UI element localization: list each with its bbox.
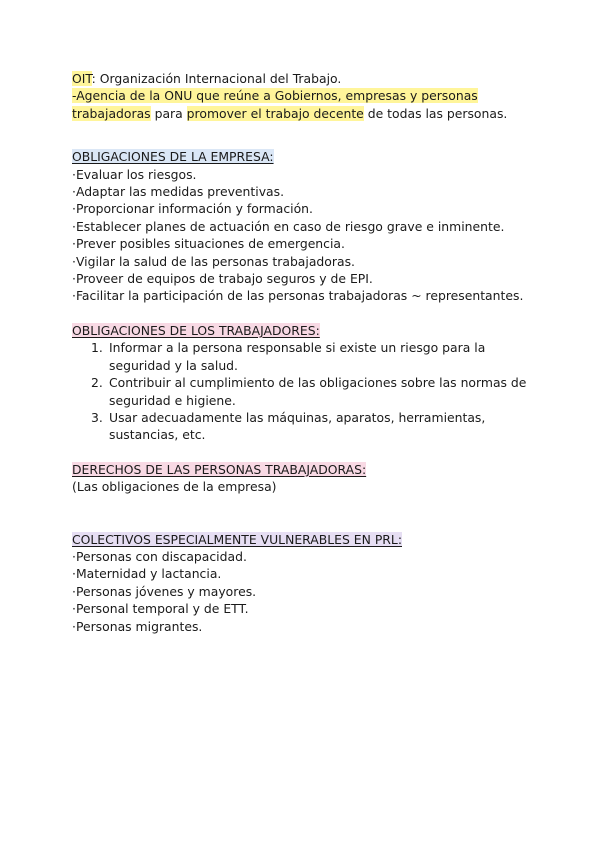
list-item: ·Evaluar los riesgos.	[72, 166, 197, 182]
list-item: ·Proporcionar información y formación.	[72, 201, 313, 217]
list-item: ·Maternidad y lactancia.	[72, 566, 222, 582]
list-item: ·Facilitar la participación de las personas trabajadoras ~ representantes.	[72, 288, 524, 304]
list-item	[72, 374, 542, 409]
list-item: ·Vigilar la salud de las personas trabajadoras.	[72, 253, 355, 269]
oit-definition-text: : Organización Internacional del Trabajo.	[91, 71, 342, 86]
oit-text-end: de todas las personas.	[363, 105, 508, 121]
oit-description-line	[72, 105, 542, 122]
oit-description-highlight: -Agencia de la ONU que reúne a Gobiernos, empresas y personas	[72, 88, 478, 104]
list-item: ·Establecer planes de actuación en caso de riesgo grave e inminente.	[72, 218, 505, 234]
trabajadores-heading: OBLIGACIONES DE LOS TRABAJADORES:	[72, 322, 320, 338]
oit-abbr: OIT	[72, 71, 92, 86]
list-item: ·Personal temporal y de ETT.	[72, 601, 249, 617]
list-item: ·Prever posibles situaciones de emergencia.	[72, 236, 345, 252]
derechos-heading-line	[72, 461, 542, 478]
list-number: 1.	[91, 340, 103, 356]
list-item	[72, 339, 542, 374]
list-number: 2.	[91, 375, 103, 391]
list-item: ·Personas migrantes.	[72, 618, 203, 634]
list-item: ·Adaptar las medidas preventivas.	[72, 184, 285, 200]
oit-text-para: para	[150, 105, 187, 121]
oit-highlight-trabajadoras: trabajadoras	[72, 105, 151, 121]
list-item-line: sustancias, etc.	[109, 427, 206, 443]
list-item-line: Contribuir al cumplimiento de las obligaciones sobre las normas de	[109, 375, 527, 391]
list-item: ·Personas jóvenes y mayores.	[72, 583, 257, 599]
oit-description-line	[72, 87, 542, 104]
list-item-line: seguridad e higiene.	[109, 392, 236, 408]
list-item: ·Personas con discapacidad.	[72, 548, 247, 564]
colectivos-heading-line	[72, 531, 542, 548]
trabajadores-list	[72, 339, 542, 443]
derechos-text: (Las obligaciones de la empresa)	[72, 479, 277, 495]
oit-highlight-promover: promover el trabajo decente	[186, 105, 364, 121]
empresa-heading: OBLIGACIONES DE LA EMPRESA:	[72, 149, 274, 165]
list-item-line: Usar adecuadamente las máquinas, aparatos, herramientas,	[109, 409, 486, 425]
list-item-line: Informar a la persona responsable si existe un riesgo para la	[109, 340, 486, 356]
document-page	[72, 70, 542, 635]
list-item: ·Proveer de equipos de trabajo seguros y de EPI.	[72, 271, 373, 287]
derechos-heading: DERECHOS DE LAS PERSONAS TRABAJADORAS:	[72, 461, 367, 477]
colectivos-heading: COLECTIVOS ESPECIALMENTE VULNERABLES EN PRL:	[72, 531, 402, 547]
list-item-line: seguridad y la salud.	[109, 357, 238, 373]
list-item	[72, 409, 542, 444]
empresa-heading-line	[72, 148, 542, 165]
oit-definition	[72, 70, 542, 87]
trabajadores-heading-line	[72, 322, 542, 339]
list-number: 3.	[91, 409, 103, 425]
